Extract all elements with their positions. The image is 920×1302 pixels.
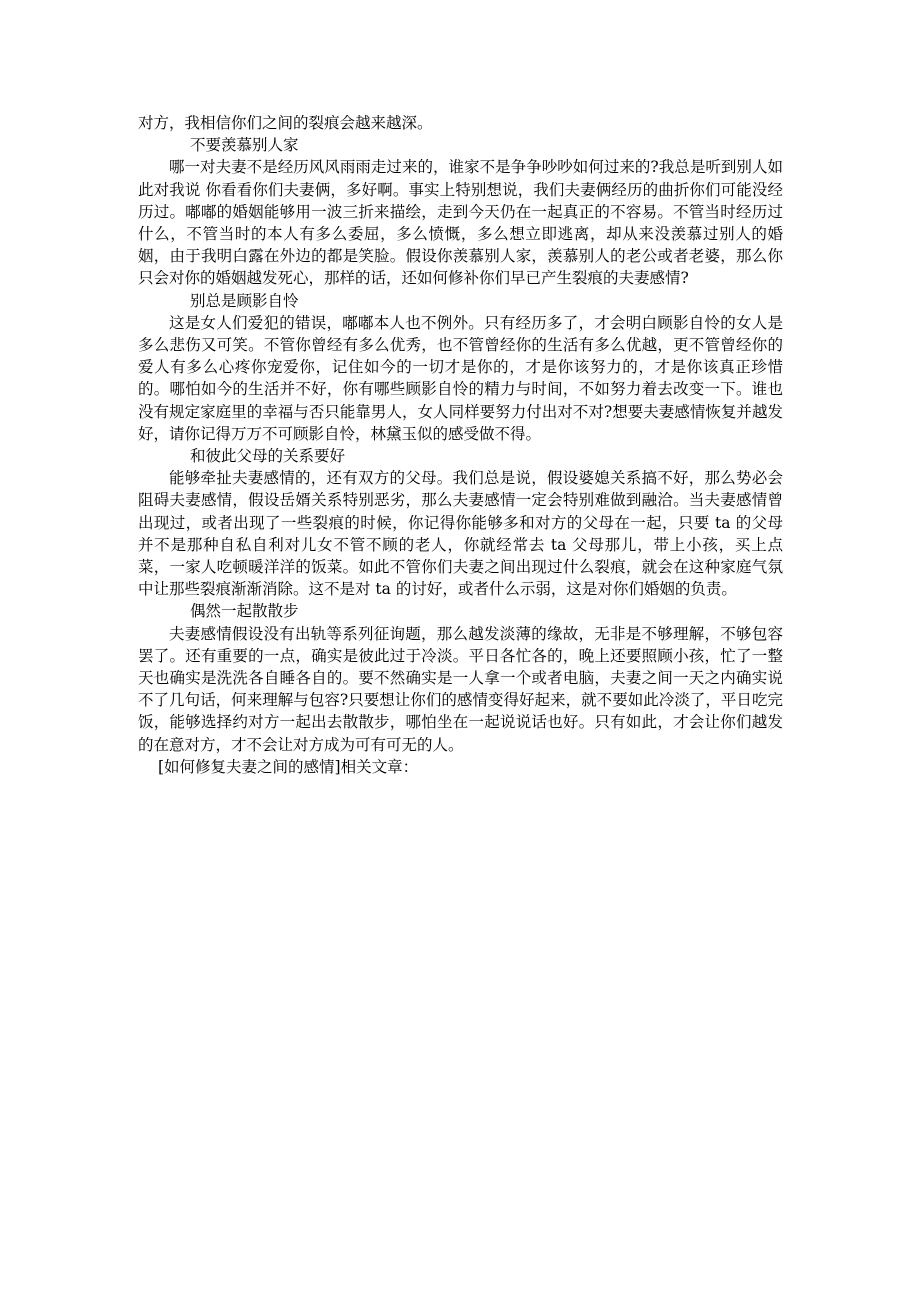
document-page bbox=[138, 112, 783, 778]
opening-line: 对方，我相信你们之间的裂痕会越来越深。 bbox=[138, 114, 433, 132]
section-body-parents: 能够牵扯夫妻感情的，还有双方的父母。我们总是说，假设婆媳关系搞不好，那么势必会阻碍夫妻感情，假设岳婿关系特别恶劣，那么夫妻感情一定会特别难做到融洽。当夫妻感情曾出现过，或者出现了一些裂痕的时候，你记得你能够多和对方的父母在一起，只要 ta 的父母并不是那种自私自利对儿女不管不顾的老人，你就经常去 ta 父母那儿，带上小孩，买上点菜，一家人吃顿暖洋洋的饭菜。如此不管你们夫妻之间出现过什么裂痕，就会在这种家庭气氛中让那些裂痕渐渐消除。这不是对 ta 的讨好，或者什么示弱，这是对你们婚姻的负责。 bbox=[138, 469, 783, 599]
section-body-walk: 夫妻感情假设没有出轨等系列征询题，那么越发淡薄的缘故，无非是不够理解，不够包容罢了。还有重要的一点，确实是彼此过于冷淡。平日各忙各的，晚上还要照顾小孩，忙了一整天也确实是洗洗各自睡各自的。要不然确实是一人拿一个或者电脑，夫妻之间一天之内确实说不了几句话，何来理解与包容?只要想让你们的感情变得好起来，就不要如此冷淡了，平日吃完饭，能够选择约对方一起出去散散步，哪怕坐在一起说说话也好。只有如此，才会让你们越发的在意对方，才不会让对方成为可有可无的人。 bbox=[138, 624, 783, 754]
section-heading-parents: 和彼此父母的关系要好 bbox=[190, 447, 346, 466]
section-heading-envy: 不要羡慕别人家 bbox=[190, 136, 299, 155]
related-articles-label[interactable]: [如何修复夫妻之间的感情]相关文章： bbox=[158, 757, 419, 776]
section-body-self-pity: 这是女人们爱犯的错误，嘟嘟本人也不例外。只有经历多了，才会明白顾影自怜的女人是多么悲伤又可笑。不管你曾经有多么优秀，也不管曾经你的生活有多么优越，更不管曾经你的爱人有多么心疼你宠爱你，记住如今的一切才是你的，才是你该努力的，才是你该真正珍惜的。哪怕如今的生活并不好，你有哪些顾影自怜的精力与时间，不如努力着去改变一下。谁也没有规定家庭里的幸福与否只能靠男人，女人同样要努力付出对不对?想要夫妻感情恢复并越发好，请你记得万万不可顾影自怜，林黛玉似的感受做不得。 bbox=[138, 313, 783, 443]
section-heading-walk: 偶然一起散散步 bbox=[190, 602, 299, 621]
section-body-envy: 哪一对夫妻不是经历风风雨雨走过来的，谁家不是争争吵吵如何过来的?我总是听到别人如此对我说 你看看你们夫妻俩，多好啊。事实上特别想说，我们夫妻俩经历的曲折你们可能没经历过。嘟嘟的婚姻能够用一波三折来描绘，走到今天仍在一起真正的不容易。不管当时经历过什么，不管当时的本人有多么委屈，多么愤慨，多么想立即逃离，却从来没羡慕过别人的婚姻，由于我明白露在外边的都是笑脸。假设你羡慕别人家，羡慕别人的老公或者老婆，那么你只会对你的婚姻越发死心，那样的话，还如何修补你们早已产生裂痕的夫妻感情? bbox=[138, 158, 783, 288]
section-heading-self-pity: 别总是顾影自怜 bbox=[190, 291, 299, 310]
